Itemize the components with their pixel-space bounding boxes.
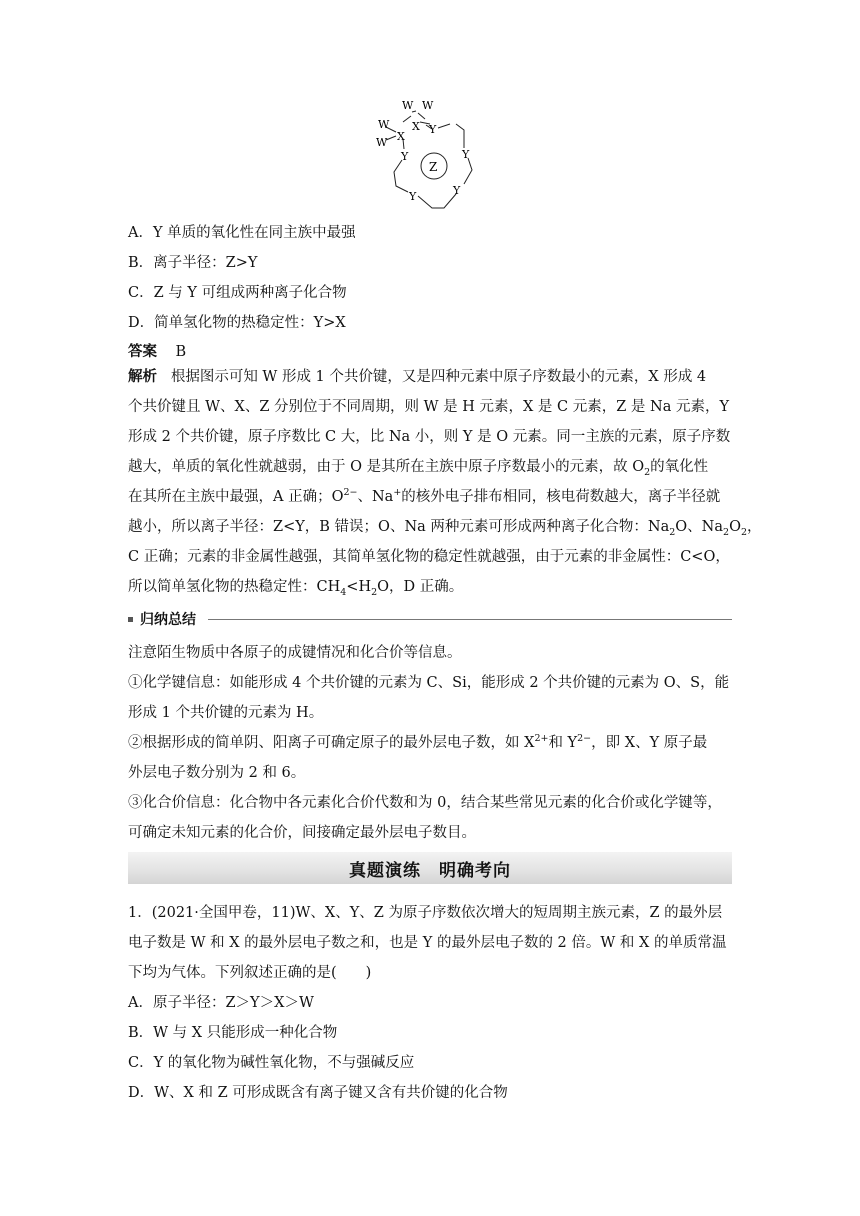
- question-option-b: B．W 与 X 只能形成一种化合物: [128, 1025, 338, 1041]
- question-line-3: 下均为气体。下列叙述正确的是( ): [128, 965, 372, 981]
- summary-p3-line-2: 可确定未知元素的化合价，间接确定最外层电子数目。: [128, 825, 476, 841]
- atom-w-4: W: [376, 136, 388, 149]
- analysis-line-7: C 正确；元素的非金属性越强，其简单氢化物的稳定性就越强，由于元素的非金属性：C<O，: [128, 549, 730, 565]
- analysis-line-2: 个共价键且 W、X、Z 分别位于不同周期，则 W 是 H 元素，X 是 C 元素，Z 是 Na 元素，Y: [128, 399, 730, 415]
- question-option-a: A．原子半径：Z＞Y＞X＞W: [128, 995, 314, 1011]
- atom-w-2: W: [422, 99, 434, 112]
- section-title: 真题演练 明确考向: [349, 861, 511, 881]
- answer-label: 答案: [128, 344, 157, 360]
- analysis-line-8: 所以简单氢化物的热稳定性：$CH_4<H_2O$，D 正确。: [128, 579, 464, 598]
- atom-y-4: Y: [453, 184, 461, 197]
- atom-x-2: X: [397, 130, 405, 143]
- summary-header: [128, 610, 732, 630]
- analysis-line-6: 越小，所以离子半径：Z<Y，B 错误；O、Na 两种元素可形成两种离子化合物：$Na_2O$、$Na_2O_2$，: [128, 519, 762, 538]
- option-d: D．简单氢化物的热稳定性：Y>X: [128, 315, 346, 331]
- analysis-line-3: 形成 2 个共价键，原子序数比 C 大，比 Na 小，则 Y 是 O 元素。同一主族的元素，原子序数: [128, 429, 731, 445]
- analysis-label: 解析: [128, 369, 157, 385]
- analysis-line-4: 越大，单质的氧化性就越弱，由于 O 是其所在主族中原子序数最小的元素，故 $O_2$的氧化性: [128, 459, 709, 478]
- option-b: B．离子半径：Z>Y: [128, 255, 258, 271]
- atom-y-2: Y: [401, 150, 409, 163]
- summary-p2-line-1: ②根据形成的简单阴、阳离子可确定原子的最外层电子数，如 $X^{2+}$和 $Y^{2-}$，即 X、Y 原子最: [128, 733, 708, 751]
- question-line-1: 1．(2021·全国甲卷，11)W、X、Y、Z 为原子序数依次增大的短周期主族元素，Z 的最外层: [128, 905, 723, 921]
- question-line-2: 电子数是 W 和 X 的最外层电子数之和，也是 Y 的最外层电子数的 2 倍。W 和 X 的单质常温: [128, 935, 727, 951]
- analysis-block: [128, 362, 762, 602]
- summary-p1-line-1: ①化学键信息：如能形成 4 个共价键的元素为 C、Si，能形成 2 个共价键的元素为 O、S，能: [128, 675, 730, 691]
- option-c: C．Z 与 Y 可组成两种离子化合物: [128, 285, 347, 301]
- atom-w-1: W: [402, 99, 414, 112]
- summary-title: 归纳总结: [140, 612, 196, 628]
- section-header: [128, 852, 732, 884]
- summary-p3-line-1: ③化合价信息：化合物中各元素化合价代数和为 0，结合某些常见元素的化合价或化学键等，: [128, 795, 722, 811]
- atom-y-5: Y: [409, 190, 417, 203]
- crown-ether-structure-diagram: [372, 96, 502, 214]
- summary-block: [128, 638, 732, 848]
- answer-line: [128, 342, 186, 362]
- atom-w-3: W: [378, 118, 390, 131]
- atom-y-1: Y: [429, 123, 437, 136]
- answer-value: B: [175, 344, 187, 360]
- summary-p1-line-2: 形成 1 个共价键的元素为 H。: [128, 705, 324, 721]
- atom-x-1: X: [412, 120, 420, 133]
- question-option-c: C．Y 的氧化物为碱性氧化物，不与强碱反应: [128, 1055, 415, 1071]
- analysis-line-5: 在其所在主族中最强，A 正确；$O^{2-}$、Na+的核外电子排布相同，核电荷数越大，离子半径就: [128, 487, 721, 505]
- analysis-line-1: 根据图示可知 W 形成 1 个共价键，又是四种元素中原子序数最小的元素，X 形成 4: [170, 369, 707, 385]
- summary-p2-line-2: 外层电子数分别为 2 和 6。: [128, 765, 306, 781]
- summary-intro: 注意陌生物质中各原子的成键情况和化合价等信息。: [128, 645, 462, 661]
- option-a: A．Y 单质的氧化性在同主族中最强: [128, 225, 356, 241]
- question-option-d: D．W、X 和 Z 可形成既含有离子键又含有共价键的化合物: [128, 1085, 508, 1101]
- atom-y-3: Y: [462, 148, 470, 161]
- question-1: [128, 898, 732, 1108]
- atom-z: Z: [429, 160, 438, 174]
- divider: [208, 619, 732, 620]
- square-bullet-icon: [128, 617, 133, 622]
